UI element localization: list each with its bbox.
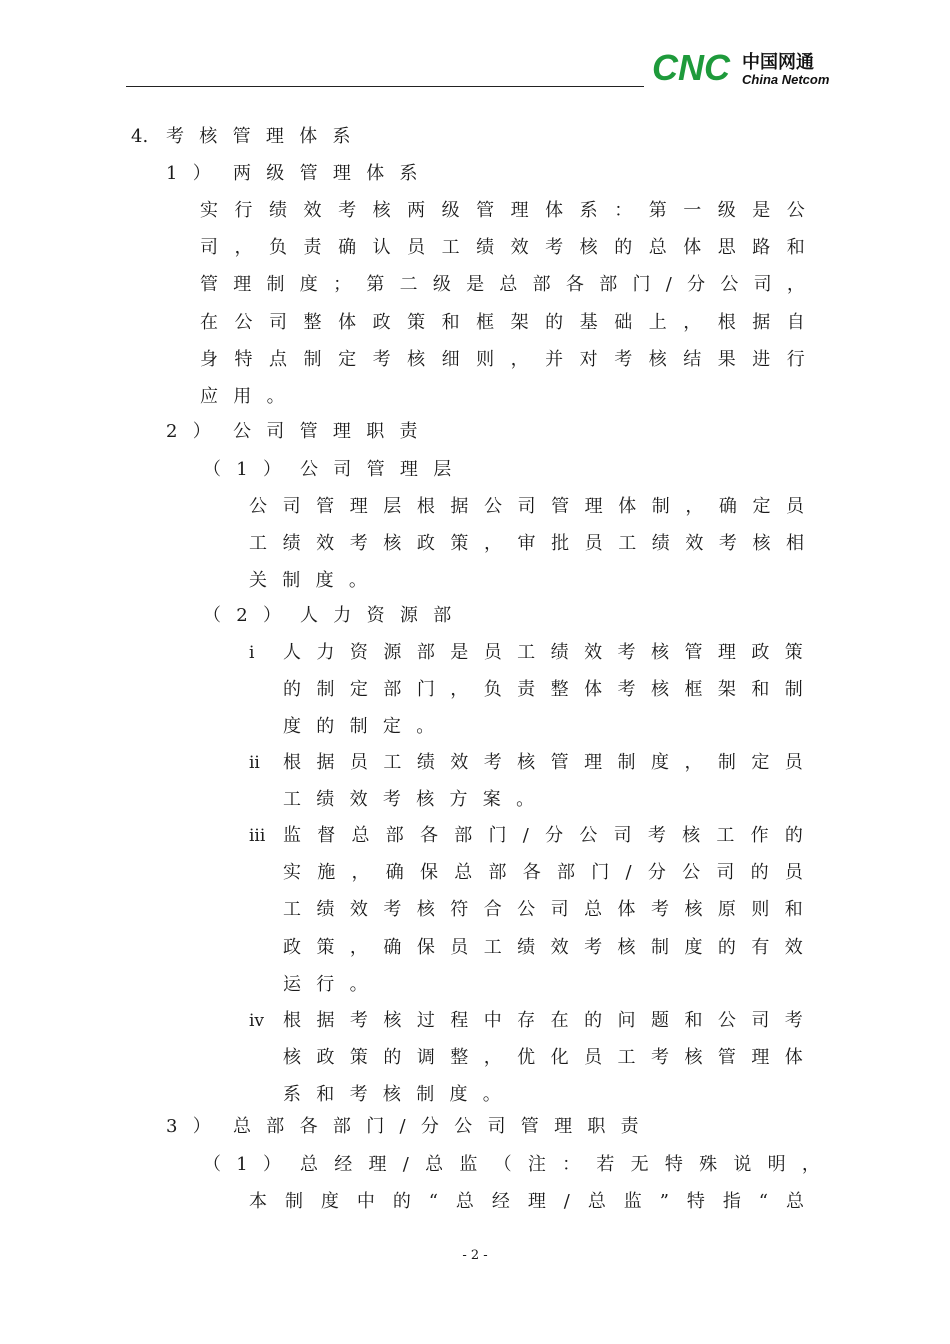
sub-1-body-line-4: 在 公 司 整 体 政 策 和 框 架 的 基 础 上 ， 根 据 自 xyxy=(200,311,805,333)
item-iii-line-2: 实 施 ， 确 保 总 部 各 部 门 / 分 公 司 的 员 xyxy=(283,862,803,884)
sub-1-body-line-6: 应 用 。 xyxy=(200,386,285,407)
item-marker: i xyxy=(249,643,255,663)
sub-1-body-line-2: 司 ， 负 责 确 认 员 工 绩 效 考 核 的 总 体 思 路 和 xyxy=(200,237,805,259)
sub-1-number: 1） xyxy=(166,163,227,184)
sub-2a-body-line-2: 工 绩 效 考 核 政 策 ， 审 批 员 工 绩 效 考 核 相 xyxy=(249,533,804,555)
item-i-line-3: 度 的 制 定 。 xyxy=(283,716,435,738)
item-iv-line-1: 根 据 考 核 过 程 中 存 在 的 问 题 和 公 司 考 xyxy=(283,1009,803,1031)
item-iii-line-1: 监 督 总 部 各 部 门 / 分 公 司 考 核 工 作 的 xyxy=(283,825,803,846)
sub-3-title: 总部各部门/分公司管理职责 xyxy=(233,1116,654,1137)
sub-2a-title: 公司管理层 xyxy=(300,459,467,480)
sub-3a-number: （1） xyxy=(203,1154,297,1175)
sub-1-body-line-5: 身 特 点 制 定 考 核 细 则 ， 并 对 考 核 结 果 进 行 xyxy=(200,348,805,370)
section-4-title: 考核管理体系 xyxy=(166,126,366,147)
sub-3a-line-1: 总 经 理 / 总 监 （ 注 ： 若 无 特 殊 说 明 ， xyxy=(300,1154,820,1175)
sub-2-title: 公司管理职责 xyxy=(233,421,433,442)
logo-latin: CNC xyxy=(652,48,730,88)
page-number: - 2 - xyxy=(462,1248,488,1263)
item-marker: iii xyxy=(249,826,266,846)
sub-1-title: 两级管理体系 xyxy=(233,163,433,184)
sub-1-body-line-1: 实 行 绩 效 考 核 两 级 管 理 体 系 ： 第 一 级 是 公 xyxy=(200,200,805,221)
sub-3a-line-2: 本 制 度 中 的 “ 总 经 理 / 总 监 ” 特 指 “ 总 xyxy=(249,1191,804,1212)
sub-2a-body-line-1: 公 司 管 理 层 根 据 公 司 管 理 体 制 ， 确 定 员 xyxy=(249,496,804,517)
logo-english: China Netcom xyxy=(742,72,830,87)
header-rule xyxy=(126,86,644,87)
sub-2b-title: 人力资源部 xyxy=(300,605,467,626)
item-ii-line-1: 根 据 员 工 绩 效 考 核 管 理 制 度 ， 制 定 员 xyxy=(283,752,803,774)
item-iii-line-3: 工 绩 效 考 核 符 合 公 司 总 体 考 核 原 则 和 xyxy=(283,899,803,921)
sub-1-body-line-3: 管 理 制 度 ； 第 二 级 是 总 部 各 部 门 / 分 公 司 ， xyxy=(200,274,805,296)
sub-2a-body-line-3: 关 制 度 。 xyxy=(249,570,367,592)
cnc-logo xyxy=(652,48,852,88)
sub-2b-number: （2） xyxy=(203,605,297,626)
item-marker: ii xyxy=(249,753,260,774)
sub-2a-number: （1） xyxy=(203,459,297,480)
sub-2-number: 2） xyxy=(166,421,227,442)
item-i-line-1: 人 力 资 源 部 是 员 工 绩 效 考 核 管 理 政 策 xyxy=(283,642,803,663)
item-i-line-2: 的 制 定 部 门 ， 负 责 整 体 考 核 框 架 和 制 xyxy=(283,679,803,701)
item-ii-line-2: 工 绩 效 考 核 方 案 。 xyxy=(283,789,535,811)
logo-chinese: 中国网通 xyxy=(742,52,814,73)
item-iii-line-4: 政 策 ， 确 保 员 工 绩 效 考 核 制 度 的 有 效 xyxy=(283,936,803,958)
item-iv-line-3: 系 和 考 核 制 度 。 xyxy=(283,1083,501,1105)
section-4-number: 4. xyxy=(131,126,149,147)
item-iii-line-5: 运 行 。 xyxy=(283,973,368,995)
item-marker: iv xyxy=(249,1010,265,1031)
item-iv-line-2: 核 政 策 的 调 整 ， 优 化 员 工 考 核 管 理 体 xyxy=(283,1046,803,1068)
sub-3-number: 3） xyxy=(166,1116,227,1137)
